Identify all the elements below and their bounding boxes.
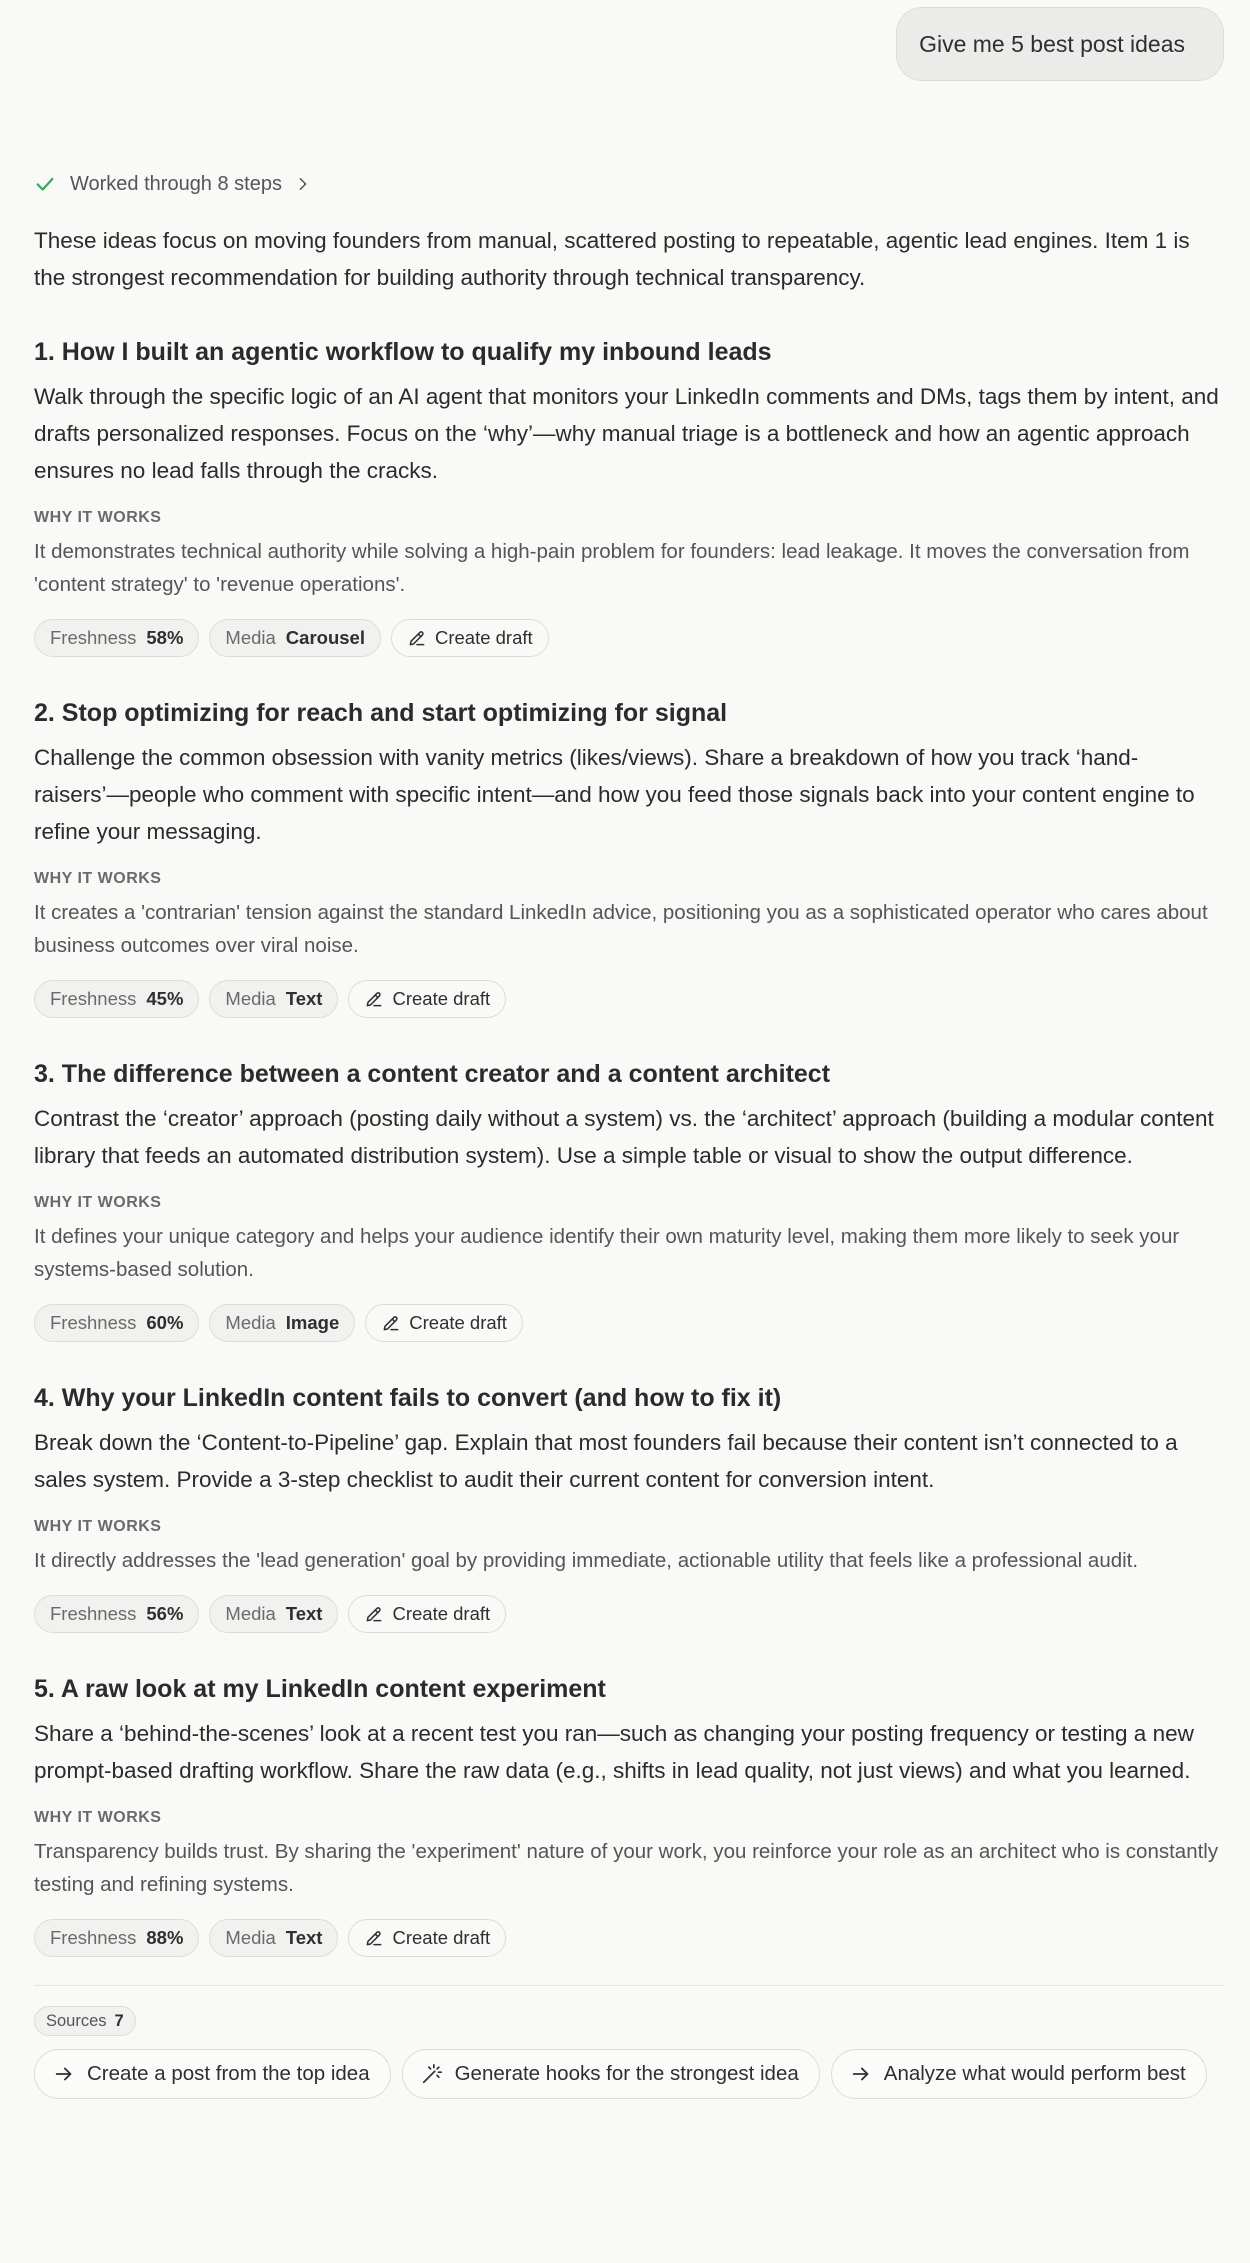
why-it-works-label: WHY IT WORKS <box>34 870 162 887</box>
idea-card <box>34 1382 1224 1633</box>
arrow-right-icon <box>53 2063 75 2085</box>
pencil-icon <box>381 1313 401 1333</box>
create-draft-label: Create draft <box>392 1603 491 1624</box>
media-value: Image <box>285 1312 340 1333</box>
why-it-works-text: It defines your unique category and helps your audience identify their own maturity level, making them more likely to seek your systems-based solution. <box>34 1225 1180 1281</box>
followup-create-post-button[interactable] <box>34 2049 391 2099</box>
freshness-value: 60% <box>146 1312 184 1333</box>
pencil-icon <box>364 1604 384 1624</box>
pencil-icon <box>364 1928 384 1948</box>
freshness-chip <box>34 619 199 657</box>
steps-toggle[interactable] <box>34 169 1224 199</box>
chevron-right-icon <box>296 177 310 191</box>
idea-title: 5. A raw look at my LinkedIn content experiment <box>34 1675 606 1703</box>
idea-chips <box>34 980 1224 1018</box>
create-draft-label: Create draft <box>409 1312 507 1333</box>
media-label: Media <box>225 627 276 648</box>
create-draft-button[interactable] <box>348 1595 506 1633</box>
create-draft-label: Create draft <box>392 1927 491 1948</box>
idea-title: 2. Stop optimizing for reach and start optimizing for signal <box>34 699 728 727</box>
freshness-label: Freshness <box>50 1312 137 1333</box>
idea-card <box>34 697 1224 1018</box>
freshness-value: 45% <box>146 988 184 1009</box>
idea-description: Challenge the common obsession with vanity metrics (likes/views). Share a breakdown of how you track ‘hand-raisers’—people who comment with specific intent—and how you feed those signals back into your content engine to refine your messaging. <box>34 745 1195 844</box>
media-label: Media <box>225 1312 276 1333</box>
media-label: Media <box>225 1927 276 1948</box>
media-label: Media <box>225 988 276 1009</box>
idea-card <box>34 336 1224 657</box>
why-it-works-label: WHY IT WORKS <box>34 1809 162 1826</box>
freshness-value: 88% <box>146 1927 184 1948</box>
freshness-chip <box>34 1919 199 1957</box>
why-it-works-label: WHY IT WORKS <box>34 509 162 526</box>
followup-label: Analyze what would perform best <box>883 2062 1186 2085</box>
idea-title: 4. Why your LinkedIn content fails to convert (and how to fix it) <box>34 1384 782 1412</box>
media-value: Text <box>285 988 323 1009</box>
freshness-chip <box>34 980 199 1018</box>
sources-label: Sources <box>46 2011 107 2030</box>
media-chip <box>209 1919 338 1957</box>
arrow-right-icon <box>850 2063 872 2085</box>
media-chip <box>209 980 338 1018</box>
create-draft-button[interactable] <box>365 1304 523 1342</box>
idea-chips <box>34 1304 1224 1342</box>
media-value: Text <box>285 1927 323 1948</box>
why-it-works-text: It directly addresses the 'lead generation' goal by providing immediate, actionable utility that feels like a professional audit. <box>34 1549 1139 1572</box>
freshness-chip <box>34 1304 199 1342</box>
media-chip <box>209 1595 338 1633</box>
create-draft-button[interactable] <box>391 619 549 657</box>
media-chip <box>209 1304 355 1342</box>
steps-label: Worked through 8 steps <box>70 172 282 195</box>
freshness-value: 58% <box>146 627 184 648</box>
sources-badge[interactable] <box>34 2006 136 2036</box>
freshness-value: 56% <box>146 1603 184 1624</box>
media-chip <box>209 619 381 657</box>
pencil-icon <box>364 989 384 1009</box>
why-it-works-text: Transparency builds trust. By sharing the 'experiment' nature of your work, you reinforce your role as an architect who is constantly testing and refining systems. <box>34 1840 1219 1896</box>
media-value: Text <box>285 1603 323 1624</box>
why-it-works-text: It demonstrates technical authority while solving a high-pain problem for founders: lead leakage. It moves the conversation from 'content strategy' to 'revenue operations'. <box>34 540 1190 596</box>
create-draft-button[interactable] <box>348 980 506 1018</box>
create-draft-button[interactable] <box>348 1919 506 1957</box>
freshness-label: Freshness <box>50 988 137 1009</box>
idea-card <box>34 1673 1224 1957</box>
why-it-works-label: WHY IT WORKS <box>34 1518 162 1535</box>
followup-suggestions <box>34 2049 1224 2099</box>
freshness-label: Freshness <box>50 627 137 648</box>
media-value: Carousel <box>285 627 365 648</box>
user-message-row <box>34 0 1224 81</box>
idea-title: 3. The difference between a content creator and a content architect <box>34 1060 831 1088</box>
ideas-list <box>34 336 1224 1957</box>
followup-label: Create a post from the top idea <box>87 2062 370 2085</box>
followup-label: Generate hooks for the strongest idea <box>454 2062 799 2085</box>
create-draft-label: Create draft <box>434 627 533 648</box>
why-it-works-label: WHY IT WORKS <box>34 1194 162 1211</box>
check-icon <box>34 173 56 195</box>
idea-card <box>34 1058 1224 1342</box>
magic-wand-icon <box>421 2063 443 2085</box>
create-draft-label: Create draft <box>392 988 491 1009</box>
freshness-chip <box>34 1595 199 1633</box>
idea-chips <box>34 619 1224 657</box>
idea-chips <box>34 1919 1224 1957</box>
followup-generate-hooks-button[interactable] <box>402 2049 820 2099</box>
idea-title: 1. How I built an agentic workflow to qualify my inbound leads <box>34 338 772 366</box>
idea-description: Walk through the specific logic of an AI agent that monitors your LinkedIn comments and DMs, tags them by intent, and drafts personalized responses. Focus on the ‘why’—why manual triage is a bottleneck and how an agentic approach ensures no lead falls through the cracks. <box>34 384 1219 483</box>
user-message-bubble: Give me 5 best post ideas <box>896 7 1224 81</box>
sources-count: 7 <box>114 2011 124 2030</box>
idea-description: Break down the ‘Content-to-Pipeline’ gap. Explain that most founders fail because their content isn’t connected to a sales system. Provide a 3-step checklist to audit their current content for conversion intent. <box>34 1430 1178 1492</box>
pencil-icon <box>407 628 427 648</box>
followup-analyze-button[interactable] <box>831 2049 1207 2099</box>
freshness-label: Freshness <box>50 1603 137 1624</box>
intro-text: These ideas focus on moving founders from manual, scattered posting to repeatable, agentic lead engines. Item 1 is the strongest recommendation for building authority through technical transparency. <box>34 228 1190 290</box>
idea-description: Share a ‘behind-the-scenes’ look at a recent test you ran—such as changing your posting frequency or testing a new prompt-based drafting workflow. Share the raw data (e.g., shifts in lead quality, not just views) and what you learned. <box>34 1721 1194 1783</box>
why-it-works-text: It creates a 'contrarian' tension against the standard LinkedIn advice, positioning you as a sophisticated operator who cares about business outcomes over viral noise. <box>34 901 1208 957</box>
chat-thread <box>34 0 1224 2099</box>
idea-description: Contrast the ‘creator’ approach (posting daily without a system) vs. the ‘architect’ approach (building a modular content library that feeds an automated distribution system). Use a simple table or visual to show the output difference. <box>34 1106 1214 1168</box>
idea-chips <box>34 1595 1224 1633</box>
media-label: Media <box>225 1603 276 1624</box>
freshness-label: Freshness <box>50 1927 137 1948</box>
